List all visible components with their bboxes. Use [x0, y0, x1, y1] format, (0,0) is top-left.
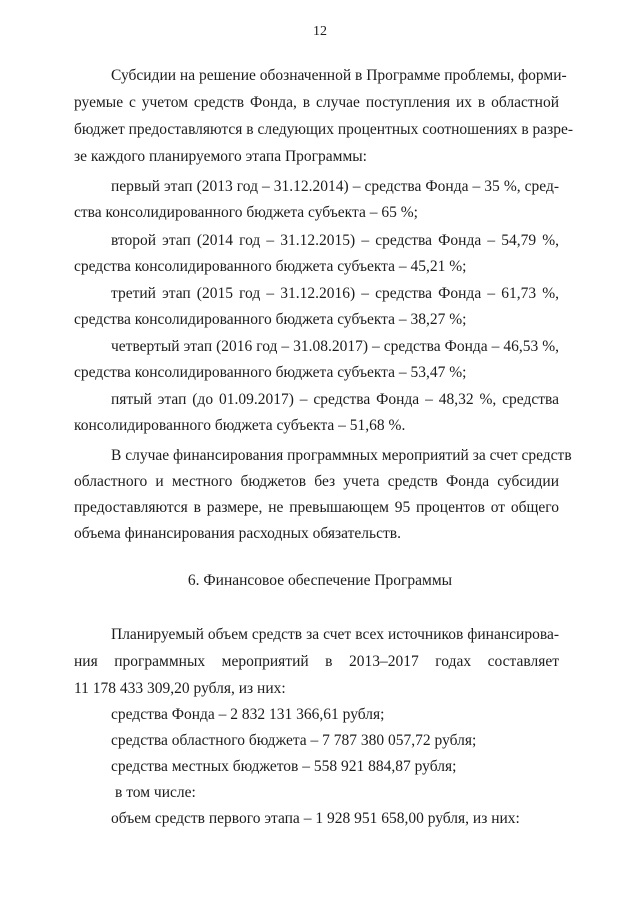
funding-including-label: в том числе: — [115, 784, 196, 801]
financing-line-3: 11 178 433 309,20 рубля, из них: — [74, 680, 286, 697]
section-heading: 6. Финансовое обеспечение Программы — [187, 572, 453, 589]
subsidies-line-4: зе каждого планируемого этапа Программы: — [74, 148, 367, 165]
funding-item-first-stage: объем средств первого этапа – 1 928 951 658,00 рубля, из них: — [111, 810, 520, 827]
stage-1-line-2: ства консолидированного бюджета субъекта – 65 %; — [74, 204, 418, 221]
subsidies-line-2: руемые с учетом средств Фонда, в случае поступления их в областной — [74, 94, 559, 111]
financing-line-2: ния программных мероприятий в 2013–2017 годах составляет — [74, 653, 559, 670]
funding-item-local: средства местных бюджетов – 558 921 884,87 рубля; — [111, 758, 457, 775]
regional-line-1: В случае финансирования программных мероприятий за счет средств — [111, 447, 572, 464]
regional-line-4: объема финансирования расходных обязательств. — [74, 525, 401, 542]
funding-item-fund: средства Фонда – 2 832 131 366,61 рубля; — [111, 706, 385, 723]
financing-line-1: Планируемый объем средств за счет всех источников финансирова- — [111, 626, 559, 643]
regional-line-3: предоставляются в размере, не превышающем 95 процентов от общего — [74, 499, 559, 516]
stage-2-line-1: второй этап (2014 год – 31.12.2015) – средства Фонда – 54,79 %, — [111, 232, 559, 249]
subsidies-line-3: бюджет предоставляются в следующих процентных соотношениях в разре- — [74, 121, 574, 138]
stage-3-line-2: средства консолидированного бюджета субъекта – 38,27 %; — [74, 311, 467, 328]
stage-2-line-2: средства консолидированного бюджета субъекта – 45,21 %; — [74, 258, 467, 275]
stage-5-line-2: консолидированного бюджета субъекта – 51,68 %. — [74, 417, 406, 434]
stage-4-line-2: средства консолидированного бюджета субъекта – 53,47 %; — [74, 364, 467, 381]
subsidies-line-1: Субсидии на решение обозначенной в Программе проблемы, форми- — [111, 67, 567, 84]
stage-3-line-1: третий этап (2015 год – 31.12.2016) – средства Фонда – 61,73 %, — [111, 285, 559, 302]
regional-line-2: областного и местного бюджетов без учета средств Фонда субсидии — [74, 473, 559, 490]
page-number: 12 — [313, 24, 327, 39]
stage-5-line-1: пятый этап (до 01.09.2017) – средства Фонда – 48,32 %, средства — [111, 391, 559, 408]
stage-4-line-1: четвертый этап (2016 год – 31.08.2017) – средства Фонда – 46,53 %, — [111, 338, 559, 355]
stage-1-line-1: первый этап (2013 год – 31.12.2014) – средства Фонда – 35 %, сред- — [111, 178, 559, 195]
funding-item-regional: средства областного бюджета – 7 787 380 057,72 рубля; — [111, 732, 477, 749]
